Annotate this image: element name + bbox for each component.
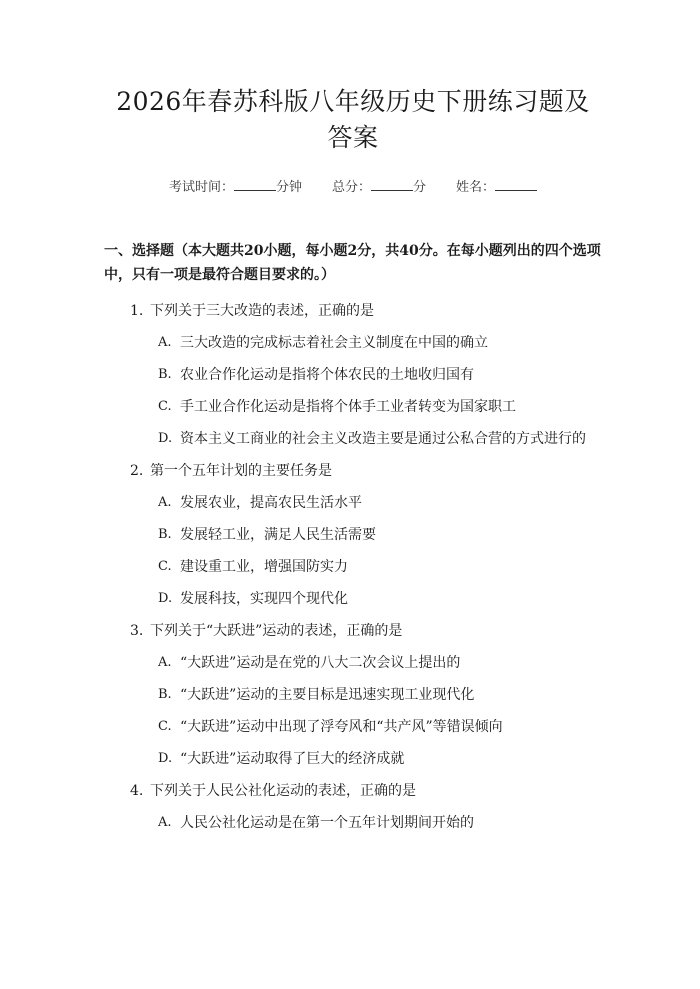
question-number: 3. [130,623,144,639]
question-2 [104,461,602,609]
score-label: 总分： [331,180,371,195]
option-key: C. [158,399,172,414]
option-a [104,653,602,673]
option-key: A. [158,815,172,830]
question-number: 1. [130,303,144,319]
option-list [104,493,602,609]
option-text: 建设重工业，增强国防实力 [180,559,348,575]
question-text: 第一个五年计划的主要任务是 [150,463,332,479]
time-blank [234,178,276,191]
time-label: 考试时间： [168,180,234,195]
option-list [104,333,602,449]
option-list [104,653,602,769]
option-key: A. [158,655,172,670]
option-a [104,813,602,833]
option-c [104,557,602,577]
score-blank [371,178,413,191]
option-c [104,397,602,417]
time-field [169,176,302,195]
option-text: 人民公社化运动是在第一个五年计划期间开始的 [180,815,474,831]
option-key: A. [158,495,172,510]
name-label: 姓名： [456,180,496,195]
score-unit: 分 [413,180,427,195]
option-key: D. [158,751,173,766]
option-key: A. [158,335,172,350]
section-heading: 一、选择题（本大题共20小题，每小题2分，共40分。在每小题列出的四个选项中，只有一项是最符合题目要求的。） [104,243,601,283]
question-text: 下列关于三大改造的表述，正确的是 [150,303,374,319]
time-unit: 分钟 [275,180,302,195]
option-a [104,493,602,513]
option-d [104,749,602,769]
score-field [332,176,426,195]
question-text: 下列关于人民公社化运动的表述，正确的是 [150,783,416,799]
option-text: 三大改造的完成标志着社会主义制度在中国的确立 [180,335,488,351]
question-stem [104,461,602,481]
question-list [104,301,602,833]
name-field [456,176,537,195]
question-stem [104,621,602,641]
option-b [104,525,602,545]
option-b [104,685,602,705]
option-key: B. [158,687,172,702]
exam-meta [104,176,602,195]
question-stem [104,781,602,801]
option-text: 发展科技，实现四个现代化 [180,591,348,607]
option-text: “大跃进”运动是在党的八大二次会议上提出的 [180,655,461,671]
page-title: 2026年春苏科版八年级历史下册练习题及答案 [116,87,590,152]
question-3 [104,621,602,769]
option-text: “大跃进”运动取得了巨大的经济成就 [180,751,405,767]
option-text: “大跃进”运动中出现了浮夸风和“共产风”等错误倾向 [180,719,503,735]
question-number: 4. [130,783,144,799]
question-stem [104,301,602,321]
option-text: 手工业合作化运动是指将个体手工业者转变为国家职工 [180,399,516,415]
option-d [104,429,602,449]
option-key: D. [158,591,173,606]
option-c [104,717,602,737]
question-number: 2. [130,463,144,479]
option-key: B. [158,367,172,382]
option-text: 农业合作化运动是指将个体农民的土地收归国有 [180,367,474,383]
exam-page [0,84,700,989]
question-text: 下列关于“大跃进”运动的表述，正确的是 [150,623,403,639]
option-key: C. [158,719,172,734]
option-key: C. [158,559,172,574]
option-b [104,365,602,385]
option-text: “大跃进”运动的主要目标是迅速实现工业现代化 [180,687,475,703]
option-d [104,589,602,609]
name-blank [495,178,537,191]
option-text: 资本主义工商业的社会主义改造主要是通过公私合营的方式进行的 [180,431,586,447]
option-text: 发展轻工业，满足人民生活需要 [180,527,376,543]
option-key: B. [158,527,172,542]
question-1 [104,301,602,449]
option-text: 发展农业，提高农民生活水平 [180,495,362,511]
option-key: D. [158,431,173,446]
option-a [104,333,602,353]
option-list [104,813,602,833]
question-4 [104,781,602,833]
